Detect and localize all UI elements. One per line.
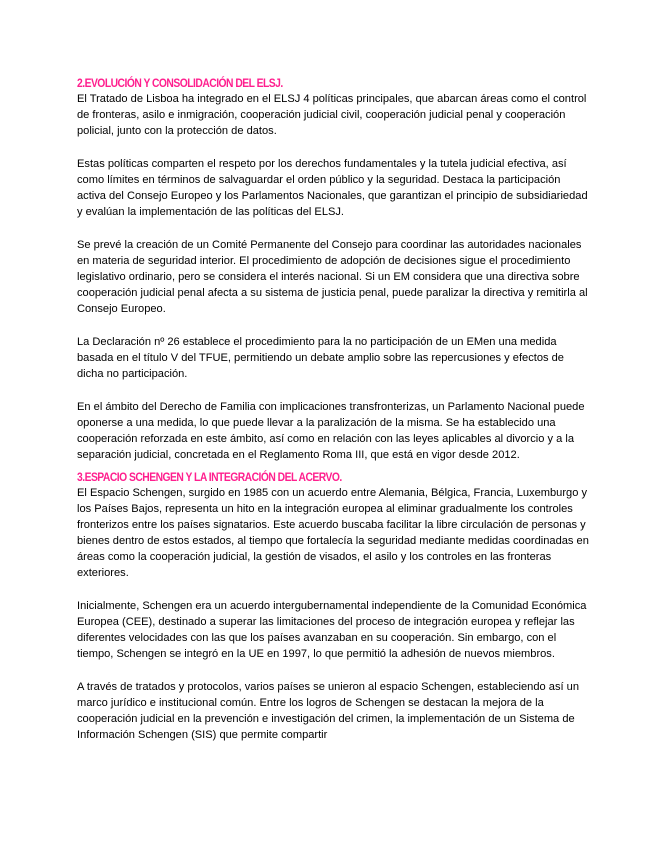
paragraph: Inicialmente, Schengen era un acuerdo intergubernamental independiente de la Comunidad Económica Europea (CEE), destinado a superar las limitaciones del proceso de integración europea y reflejar las diferentes velocidades con las que los países avanzaban en su cooperación. Sin embargo, con el tiempo, Schengen se integró en la UE en 1997, lo que permitió la adhesión de nuevos miembros. [77, 600, 587, 660]
section-heading: 3.ESPACIO SCHENGEN Y LA INTEGRACIÓN DEL ACERVO. [77, 470, 342, 484]
paragraph: A través de tratados y protocolos, varios países se unieron al espacio Schengen, estableciendo así un marco jurídico e institucional común. Entre los logros de Schengen se destacan la mejora de la cooperación judicial en la prevención e investigación del crimen, la implementación de un Sistema de Información Schengen (SIS) que permite compartir [77, 681, 579, 741]
section-heading: 2.EVOLUCIÓN Y CONSOLIDACIÓN DEL ELSJ. [77, 76, 283, 90]
section-schengen [77, 469, 589, 743]
paragraph: Se prevé la creación de un Comité Permanente del Consejo para coordinar las autoridades nacionales en materia de seguridad interior. El procedimiento de adopción de decisiones sigue el procedimiento legislativo ordinario, pero se considera el interés nacional. Si un EM considera que una directiva sobre cooperación judicial penal afecta a su sistema de justicia penal, puede paralizar la directiva y remitirla al Consejo Europeo. [77, 239, 588, 315]
paragraph: El Espacio Schengen, surgido en 1985 con un acuerdo entre Alemania, Bélgica, Francia, Luxemburgo y los Países Bajos, representa un hito en la integración europea al eliminar gradualmente los controles fronterizos entre los países signatarios. Este acuerdo buscaba facilitar la libre circulación de personas y bienes dentro de estos estados, al tiempo que fortalecía la seguridad mediante medidas coordinadas en áreas como la cooperación judicial, la gestión de visados, el asilo y los controles en las fronteras exteriores. [77, 487, 589, 579]
document-page [77, 75, 589, 760]
paragraph: En el ámbito del Derecho de Familia con implicaciones transfronterizas, un Parlamento Nacional puede oponerse a una medida, lo que puede llevar a la paralización de la misma. Se ha establecido una cooperación reforzada en este ámbito, así como en relación con las leyes aplicables al divorcio y a la separación judicial, concretada en el Reglamento Roma III, que está en vigor desde 2012. [77, 401, 585, 461]
paragraph: El Tratado de Lisboa ha integrado en el ELSJ 4 políticas principales, que abarcan áreas como el control de fronteras, asilo e inmigración, cooperación judicial civil, cooperación judicial penal y cooperación policial, junto con la protección de datos. [77, 93, 587, 137]
paragraph: La Declaración nº 26 establece el procedimiento para la no participación de un EMen una medida basada en el título V del TFUE, permitiendo un debate amplio sobre las repercusiones y efectos de dicha no participación. [77, 336, 564, 380]
paragraph: Estas políticas comparten el respeto por los derechos fundamentales y la tutela judicial efectiva, así como límites en términos de salvaguardar el orden público y la seguridad. Destaca la participación activa del Consejo Europeo y los Parlamentos Nacionales, que garantizan el principio de subsidiariedad y evalúan la implementación de las políticas del ELSJ. [77, 158, 588, 218]
section-evolucion [77, 75, 589, 463]
